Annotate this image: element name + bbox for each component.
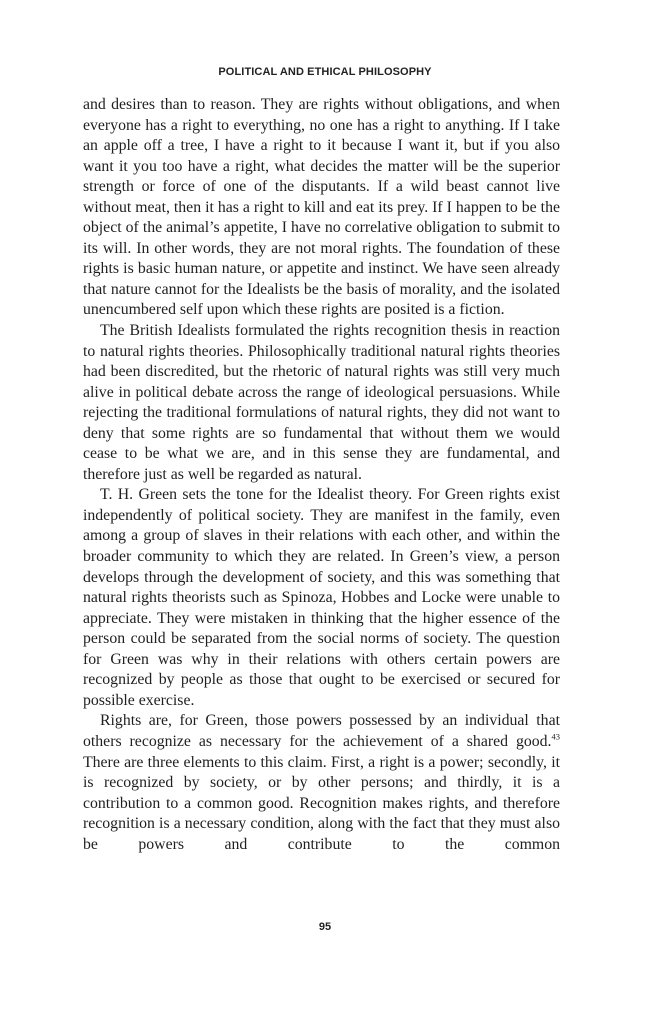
paragraph-green-rights xyxy=(83,711,560,855)
footnote-reference[interactable]: 43 xyxy=(551,731,560,742)
running-header: POLITICAL AND ETHICAL PHILOSOPHY xyxy=(218,66,432,78)
paragraph-idealists-thesis: The British Idealists formulated the rights recognition thesis in reaction to natural rights theories. Philosophically traditional natural rights theories had been discredited, but the rhetoric of natural rights was still very much alive in political debate across the range of ideological persuasions. While rejecting the traditional formulations of natural rights, they did not want to deny that some rights are so fundamental that without them we would cease to be what we are, and in this sense they are fundamental, and therefore just as well be regarded as natural. xyxy=(83,322,560,483)
paragraph-continued: and desires than to reason. They are rights without obligations, and when everyone has a right to everything, no one has a right to anything. If I take an apple off a tree, I have a right to it because I want it, but if you also want it you too have a right, what decides the matter will be the superior strength or force of one of the disputants. If a wild beast cannot live without meat, then it has a right to kill and eat its prey. If I happen to be the object of the animal’s appetite, I have no correlative obligation to submit to its will. In other words, they are not moral rights. The foundation of these rights is basic human nature, or appetite and instinct. We have seen already that nature cannot for the Idealists be the basis of morality, and the isolated unencumbered self upon which these rights are posited is a fiction. xyxy=(83,96,560,319)
body-text xyxy=(83,95,560,855)
page-number: 95 xyxy=(318,921,332,933)
paragraph-green-rights-rest: There are three elements to this claim. First, a right is a power; secondly, it is recognized by society, or by other persons; and thirdly, it is a contribution to a common good. Recognition makes rights, and therefore recognition is a necessary condition, along with the fact that they must also be powers and contribute to the common xyxy=(83,753,560,853)
paragraph-green-tone: T. H. Green sets the tone for the Idealist theory. For Green rights exist independently of political society. They are manifest in the family, even among a group of slaves in their relations with each other, and within the broader community to which they are related. In Green’s view, a person develops through the development of society, and this was something that natural rights theorists such as Spinoza, Hobbes and Locke were unable to appreciate. They were mistaken in thinking that the higher essence of the person could be separated from the social norms of society. The question for Green was why in their relations with others certain powers are recognized by people as those that ought to be exercised or secured for possible exercise. xyxy=(83,486,560,709)
paragraph-green-rights-lead: Rights are, for Green, those powers possessed by an individual that others recognize as necessary for the achievement of a shared good. xyxy=(83,712,560,750)
